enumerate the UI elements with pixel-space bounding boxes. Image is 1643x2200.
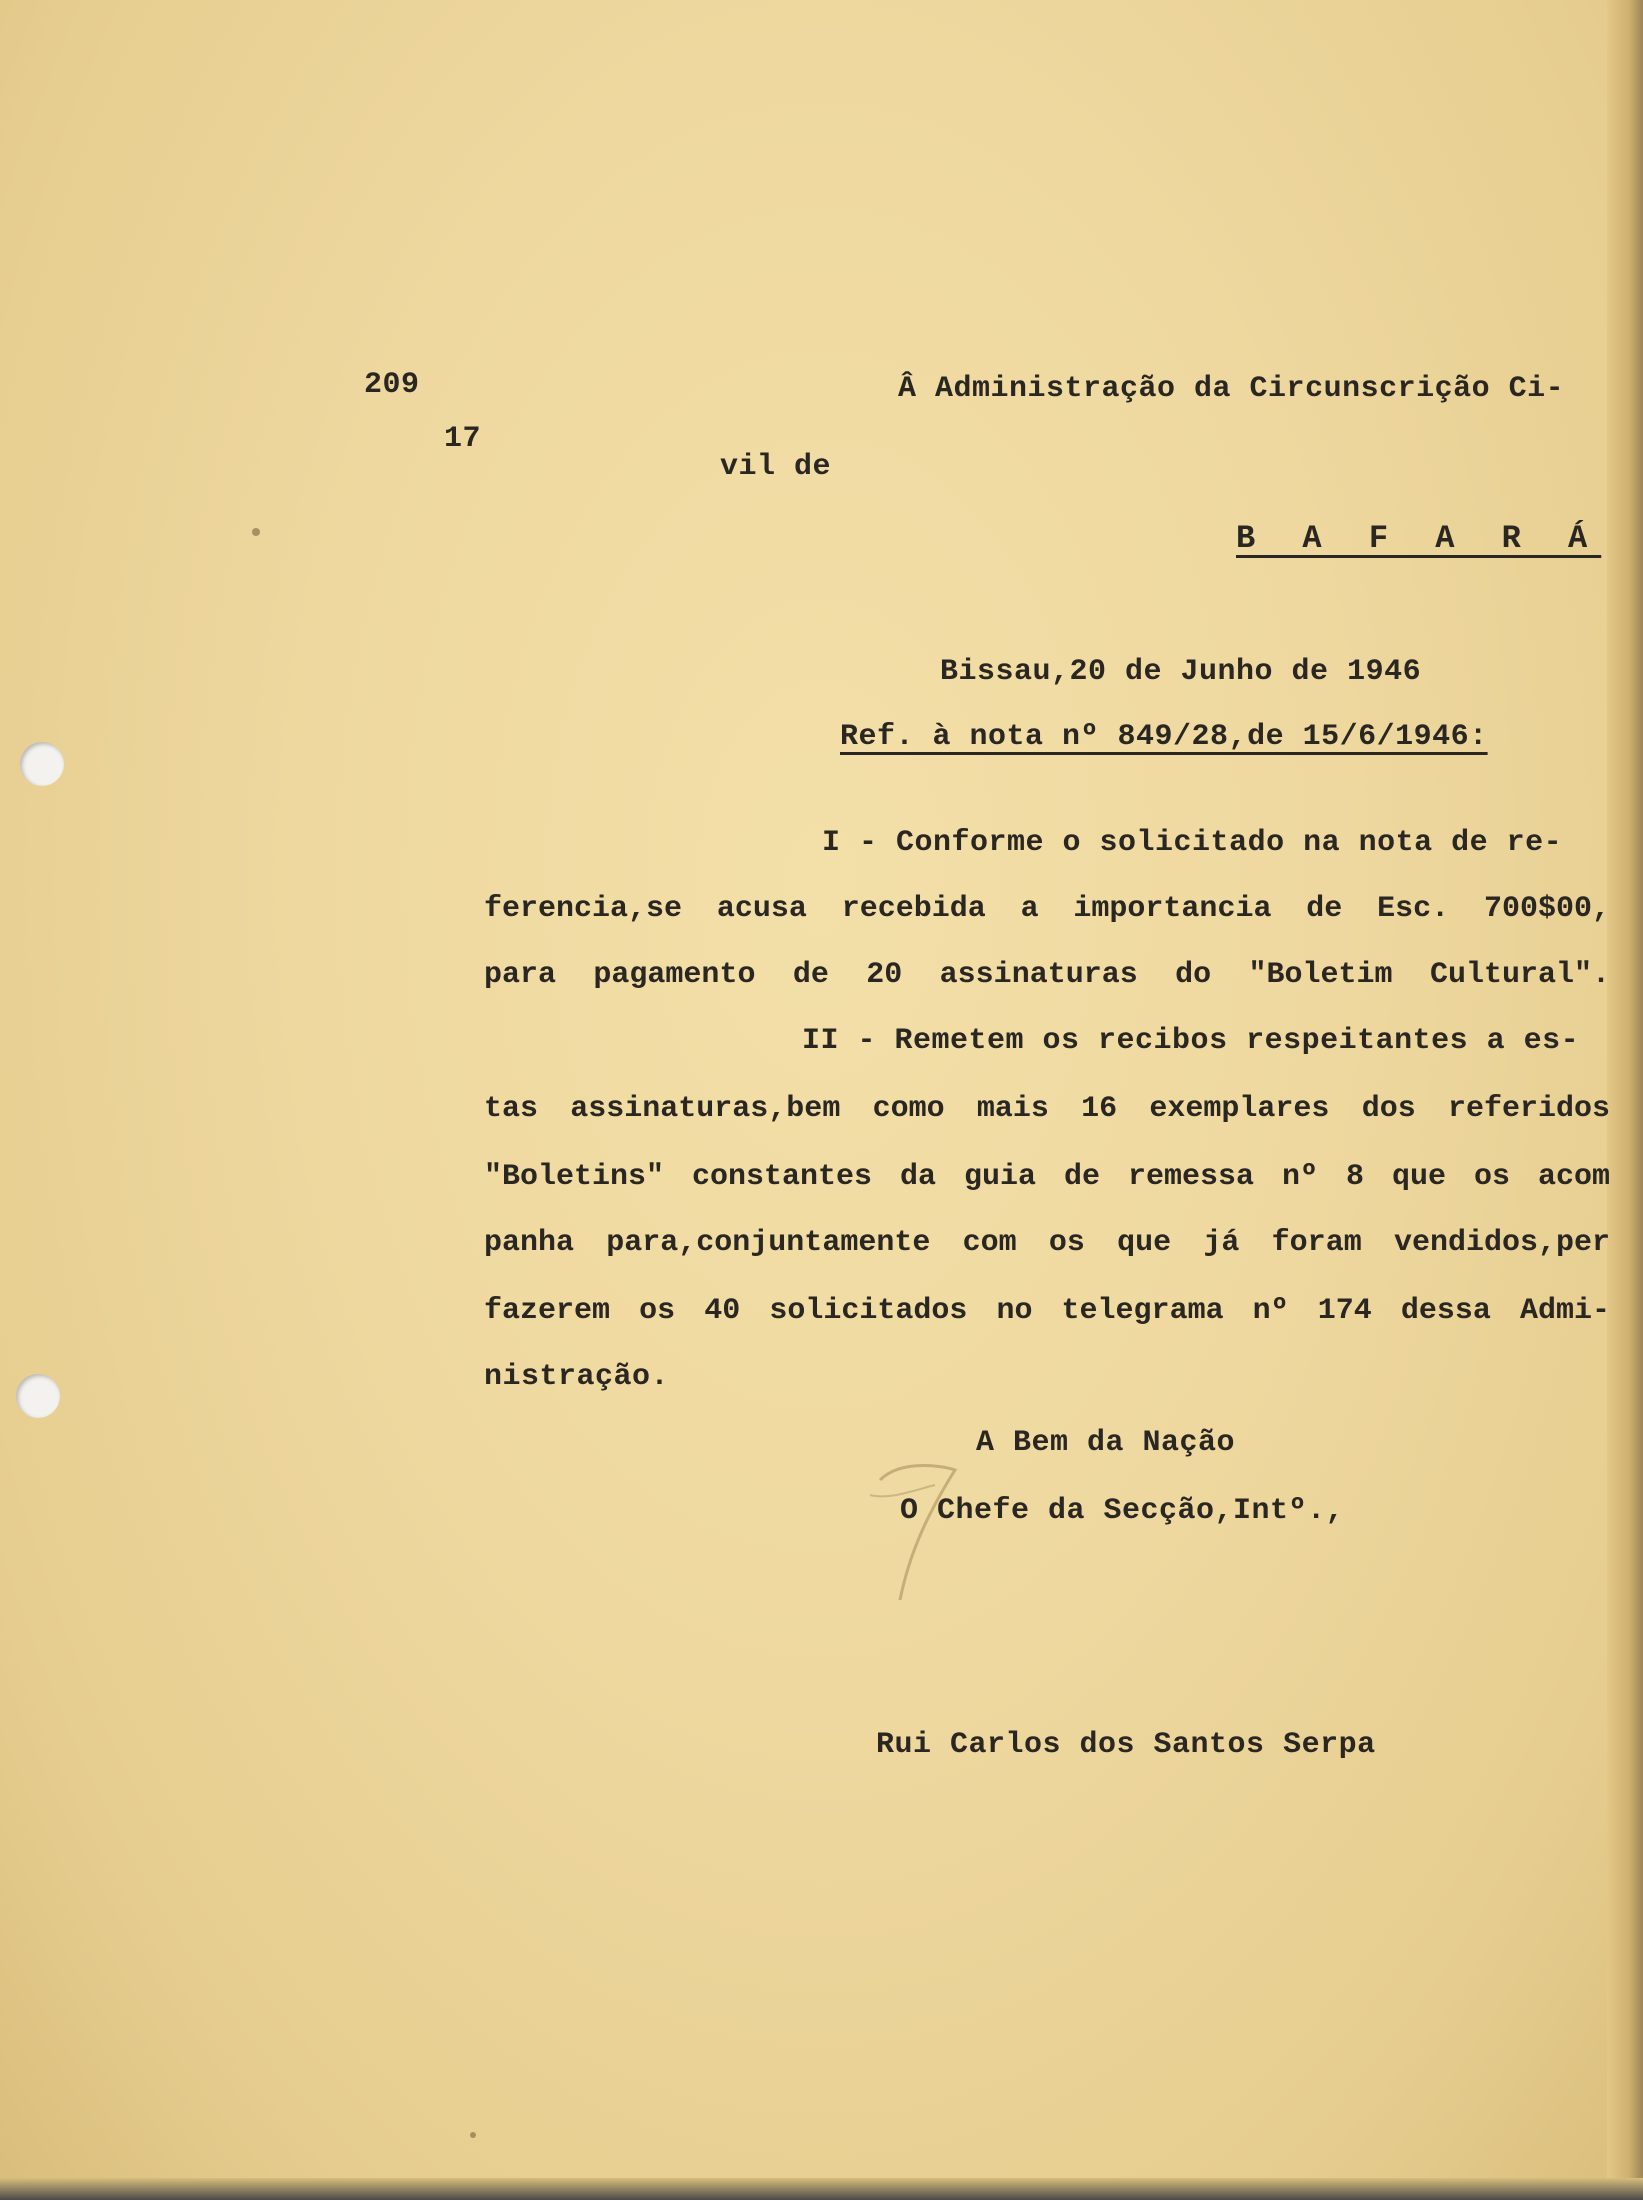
paper-speck	[252, 528, 260, 536]
reference-number: 209	[364, 368, 420, 402]
addressee-line-1: Â Administração da Circunscrição Ci-	[898, 372, 1565, 406]
addressee-line-2: vil de	[720, 450, 832, 484]
body-line-8: fazerem os 40 solicitados no telegrama nº 174 dessa Admi-	[484, 1294, 1610, 1328]
reference-line: Ref. à nota nº 849/28,de 15/6/1946:	[840, 720, 1488, 754]
body-line-6: "Boletins" constantes da guia de remessa nº 8 que os acom	[484, 1160, 1610, 1194]
body-line-3: para pagamento de 20 assinaturas do "Boletim Cultural".	[484, 958, 1610, 992]
signatory-title: O Chefe da Secção,Intº.,	[900, 1494, 1345, 1528]
body-line-7: panha para,conjuntamente com os que já foram vendidos,per	[484, 1226, 1610, 1260]
closing-salutation: A Bem da Nação	[976, 1426, 1236, 1460]
paper-edge-bottom	[0, 2178, 1643, 2200]
body-line-1: I - Conforme o solicitado na nota de re-	[822, 826, 1563, 860]
paper-speck	[470, 2132, 476, 2138]
punch-hole-bottom	[16, 1374, 60, 1418]
paper-edge-right	[1607, 0, 1643, 2200]
sub-number: 17	[444, 422, 482, 456]
signature-scribble	[860, 1440, 1000, 1610]
destination-place: B A F A R Á	[1236, 520, 1602, 557]
body-line-9: nistração.	[484, 1360, 670, 1394]
body-line-4: II - Remetem os recibos respeitantes a es-	[802, 1024, 1580, 1058]
date-line: Bissau,20 de Junho de 1946	[940, 655, 1422, 689]
punch-hole-top	[20, 742, 64, 786]
body-line-2: ferencia,se acusa recebida a importancia de Esc. 700$00,	[484, 892, 1610, 926]
signatory-name: Rui Carlos dos Santos Serpa	[876, 1728, 1376, 1762]
body-line-5: tas assinaturas,bem como mais 16 exemplares dos referidos	[484, 1092, 1610, 1126]
